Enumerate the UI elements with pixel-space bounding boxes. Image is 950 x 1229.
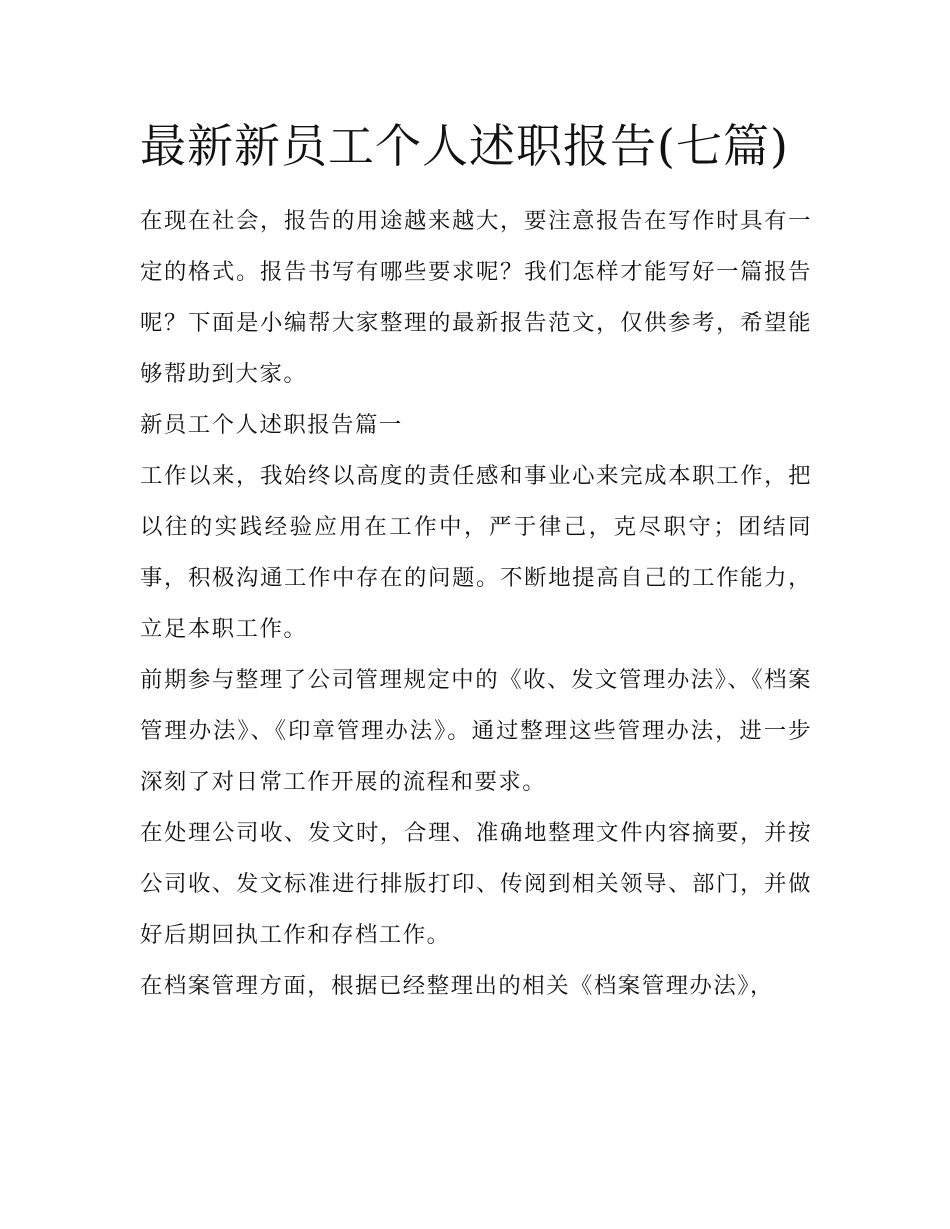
document-body xyxy=(140,112,812,1012)
body-paragraph-1: 工作以来，我始终以高度的责任感和事业心来完成本职工作，把以往的实践经验应用在工作中，严于律己，克尽职守；团结同事，积极沟通工作中存在的问题。不断地提高自己的工作能力，立足本职工作。 xyxy=(140,463,812,642)
section-heading: 新员工个人述职报告篇一 xyxy=(140,412,403,438)
document-title: 最新新员工个人述职报告(七篇) xyxy=(140,119,789,173)
body-paragraph-2: 前期参与整理了公司管理规定中的《收、发文管理办法》、《档案管理办法》、《印章管理办法》。通过整理这些管理办法，进一步深刻了对日常工作开展的流程和要求。 xyxy=(140,667,812,795)
intro-paragraph: 在现在社会，报告的用途越来越大，要注意报告在写作时具有一定的格式。报告书写有哪些要求呢？我们怎样才能写好一篇报告呢？下面是小编帮大家整理的最新报告范文，仅供参考，希望能够帮助到大家。 xyxy=(140,208,812,387)
body-paragraph-3: 在处理公司收、发文时，合理、准确地整理文件内容摘要，并按公司收、发文标准进行排版打印、传阅到相关领导、部门，并做好后期回执工作和存档工作。 xyxy=(140,820,812,948)
body-paragraph-4: 在档案管理方面，根据已经整理出的相关《档案管理办法》， xyxy=(140,973,774,999)
